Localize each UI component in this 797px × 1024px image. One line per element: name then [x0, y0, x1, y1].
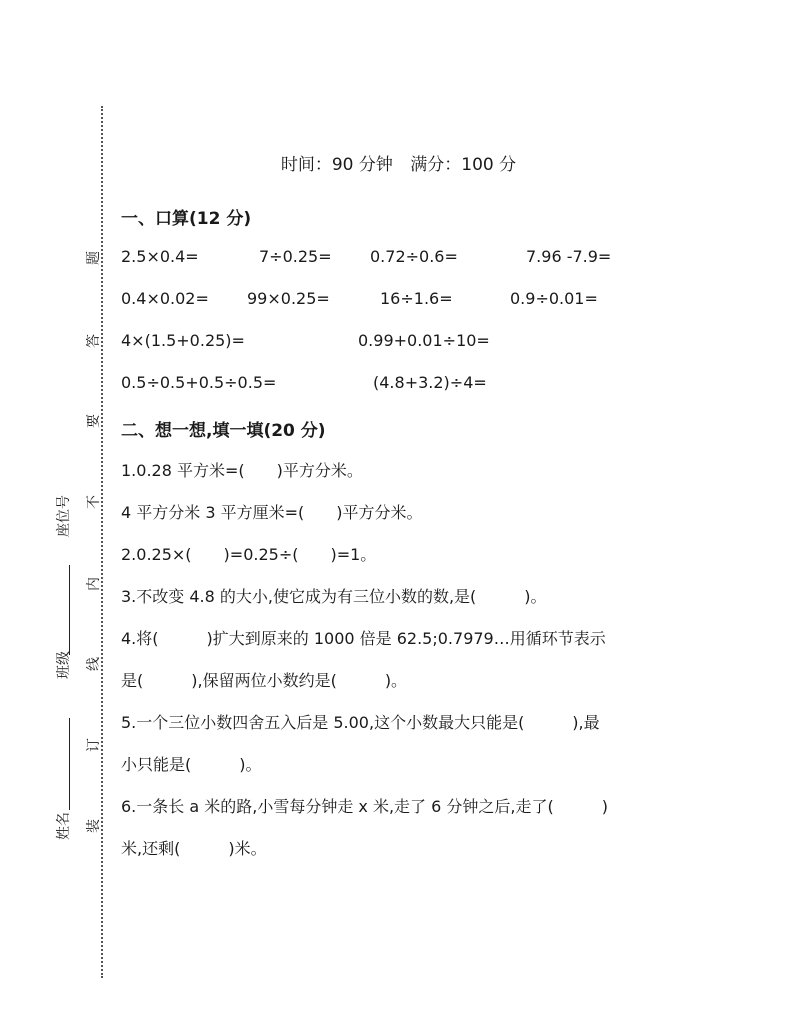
calc-item: 0.99+0.01÷10= [358, 331, 490, 350]
class-label: 班级 [56, 651, 72, 679]
class-underline [69, 565, 70, 655]
fill-question: 5.一个三位小数四舍五入后是 5.00,这个小数最大只能是( ),最 [121, 713, 600, 732]
exam-header [0, 150, 797, 175]
calc-item: 0.5÷0.5+0.5÷0.5= [121, 373, 277, 392]
calc-item: 4×(1.5+0.25)= [121, 331, 245, 350]
fill-question: 小只能是( )。 [121, 755, 262, 774]
binding-dotted-line [101, 106, 103, 978]
score-info: 满分：100 分 [410, 155, 517, 175]
calc-item: 7.96 -7.9= [526, 247, 612, 266]
name-underline [69, 718, 70, 810]
fill-question: 1.0.28 平方米=( )平方分米。 [121, 461, 363, 480]
binding-char: 要 [86, 414, 102, 428]
name-label: 姓名 [56, 812, 72, 840]
fill-question: 是( ),保留两位小数约是( )。 [121, 671, 408, 690]
section2-title: 二、想一想,填一填(20 分) [121, 421, 326, 441]
fill-question: 米,还剩( )米。 [121, 839, 267, 858]
section1-title: 一、口算(12 分) [121, 209, 252, 229]
calc-item: 16÷1.6= [380, 289, 453, 308]
binding-char: 内 [86, 577, 102, 591]
calc-item: 7÷0.25= [259, 247, 332, 266]
time-info: 时间：90 分钟 [280, 155, 393, 175]
seat-label: 座位号 [56, 495, 72, 537]
binding-char: 装 [86, 819, 102, 833]
fill-question: 4 平方分米 3 平方厘米=( )平方分米。 [121, 503, 423, 522]
binding-char: 题 [86, 251, 102, 265]
calc-item: 0.4×0.02= [121, 289, 209, 308]
class-field[interactable] [54, 565, 74, 685]
calc-item: 99×0.25= [247, 289, 330, 308]
binding-char: 线 [86, 657, 102, 671]
calc-item: (4.8+3.2)÷4= [373, 373, 487, 392]
fill-question: 4.将( )扩大到原来的 1000 倍是 62.5;0.7979…用循环节表示 [121, 629, 606, 648]
fill-question: 2.0.25×( )=0.25÷( )=1。 [121, 545, 377, 564]
calc-item: 0.72÷0.6= [370, 247, 458, 266]
name-field[interactable] [54, 718, 74, 843]
binding-char: 不 [86, 495, 102, 509]
fill-question: 3.不改变 4.8 的大小,使它成为有三位小数的数,是( )。 [121, 587, 547, 606]
calc-item: 2.5×0.4= [121, 247, 199, 266]
binding-char: 订 [86, 738, 102, 752]
fill-question: 6.一条长 a 米的路,小雪每分钟走 x 米,走了 6 分钟之后,走了( ) [121, 797, 608, 816]
binding-char: 答 [86, 334, 102, 348]
calc-item: 0.9÷0.01= [510, 289, 598, 308]
